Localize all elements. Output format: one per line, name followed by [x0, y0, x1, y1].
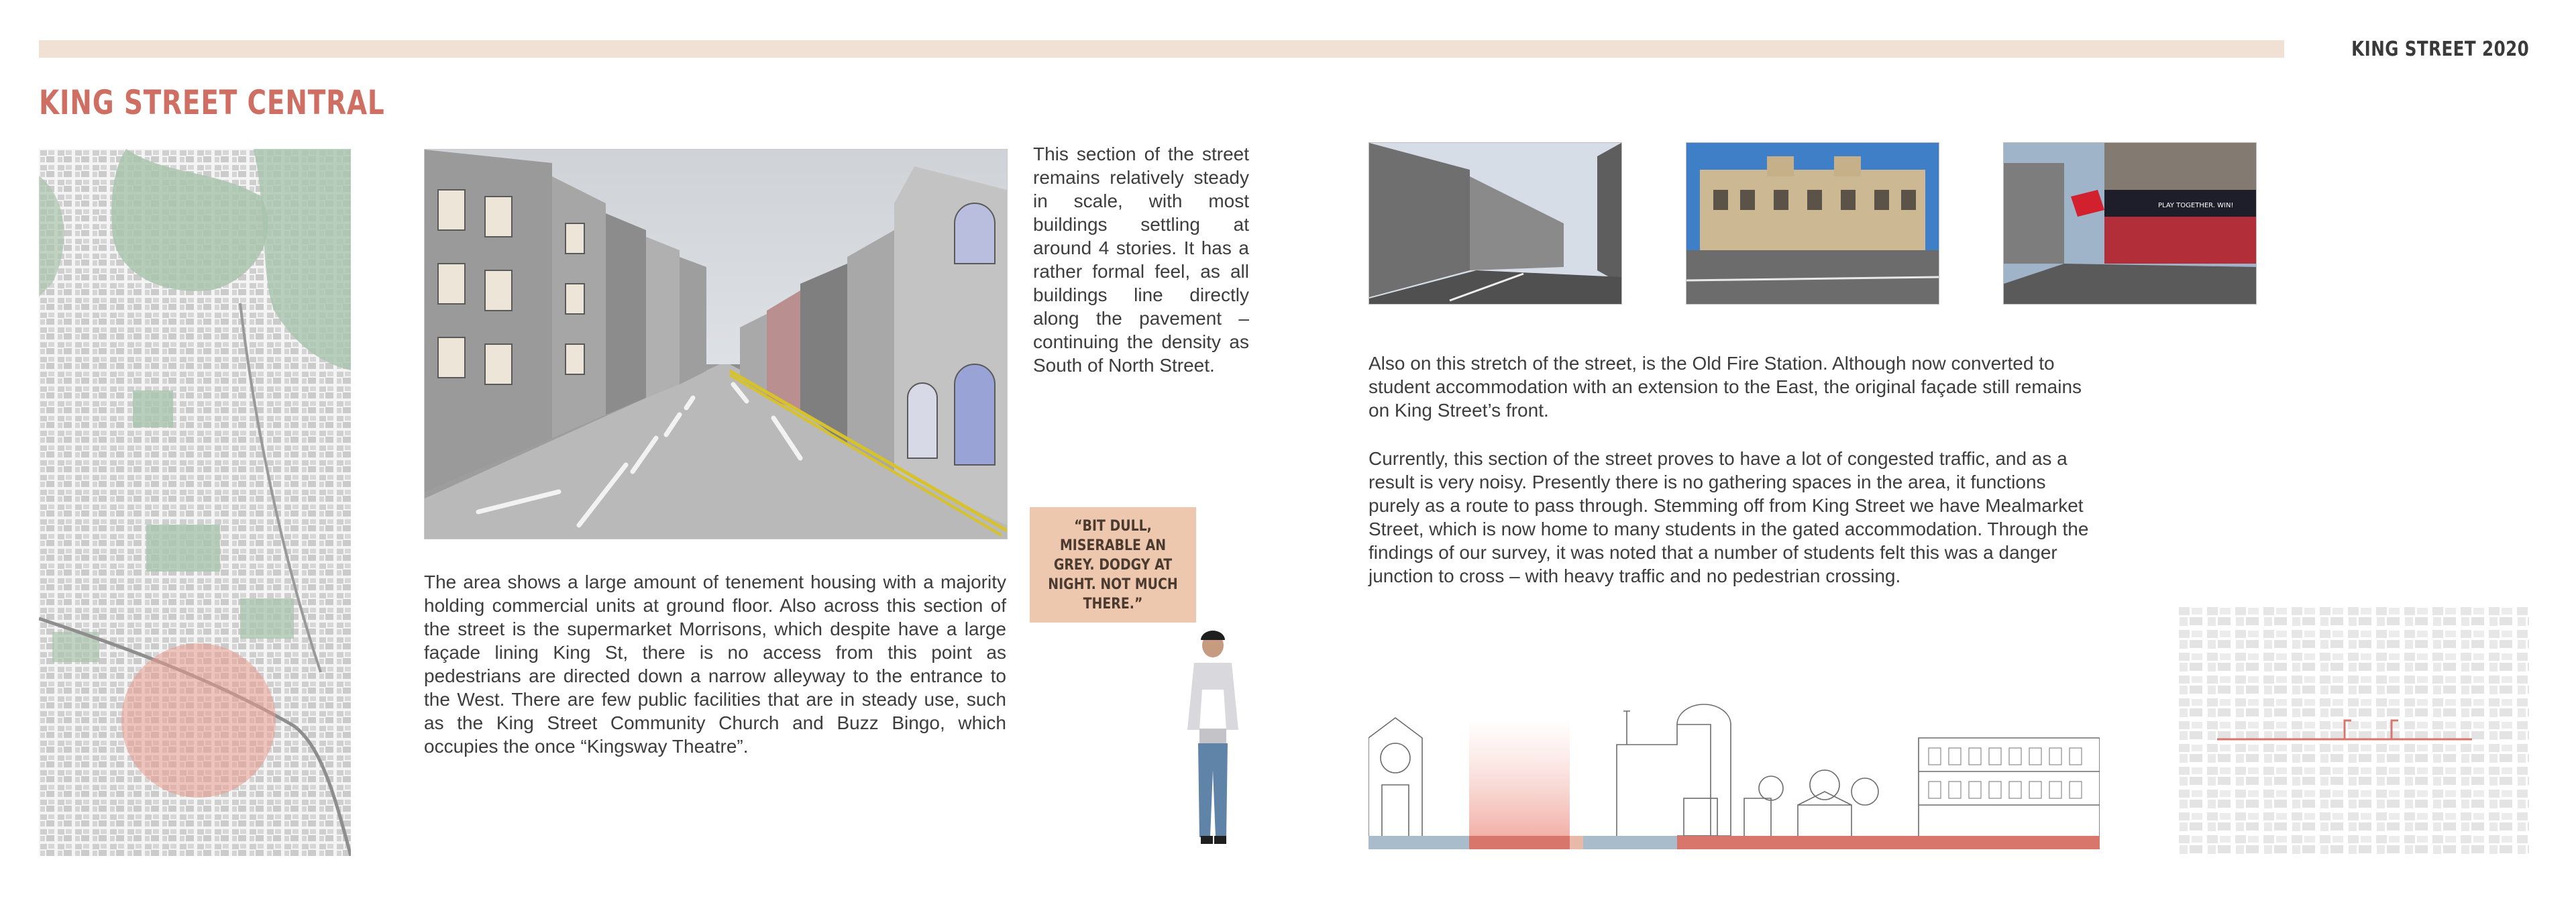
- page-title: KING STREET CENTRAL: [39, 83, 385, 122]
- quote-bubble: [1030, 507, 1196, 623]
- photo-king-street-north: [1368, 142, 1622, 305]
- document-label: KING STREET 2020: [2351, 38, 2529, 61]
- location-key-map: [2177, 605, 2529, 856]
- paragraph-traffic: Currently, this section of the street proves to have a lot of congested traffic, and as a result is very noisy. Presently there is no gathering spaces in the area, it functions purely as a route to pass through. Stemming off from King Street we have Mealmarket Street, which is now home to many students in the gated accommodation. Through the findings of our survey, it was noted that a number of students felt this was a danger junction to cross – with heavy traffic and no pedestrian crossing.: [1368, 448, 2089, 586]
- photo-buzz-bingo-corner: [2003, 142, 2257, 305]
- street-elevation-section: [1368, 698, 2100, 853]
- photo-old-fire-station: [1686, 142, 1939, 305]
- paragraph-tenement-housing: The area shows a large amount of tenement housing with a majority holding commercial units at ground floor. Also across this section of the street is the supermarket Morrisons, which despite have a large façade lining King St, there is no access from this point as pedestrians are directed down a narrow alleyway to the entrance to the West. There are few public facilities that are in steady use, such as the King Street Community Church and Buzz Bingo, which occupies the once “Kingsway Theatre”.: [424, 572, 1006, 757]
- paragraph-old-fire-station: Also on this stretch of the street, is the Old Fire Station. Although now converted to student accommodation with an extension to the East, the original façade still remains on King Street’s front.: [1368, 353, 2082, 421]
- street-perspective-illustration: [424, 149, 1008, 539]
- area-map: [39, 149, 351, 856]
- bingo-sign-text: PLAY TOGETHER. WIN!: [2158, 202, 2234, 209]
- quote-text: “BIT DULL, MISERABLE AN GREY. DODGY AT NIGHT. NOT MUCH THERE.”: [1048, 517, 1178, 612]
- person-figure: [1175, 631, 1249, 852]
- paragraph-scale-intro: This section of the street remains relatively steady in scale, with most buildings settling at around 4 stories. It has a rather formal feel, as all buildings line directly along the pavement – continuing the density as South of North Street.: [1033, 144, 1249, 376]
- header-band: [39, 40, 2284, 58]
